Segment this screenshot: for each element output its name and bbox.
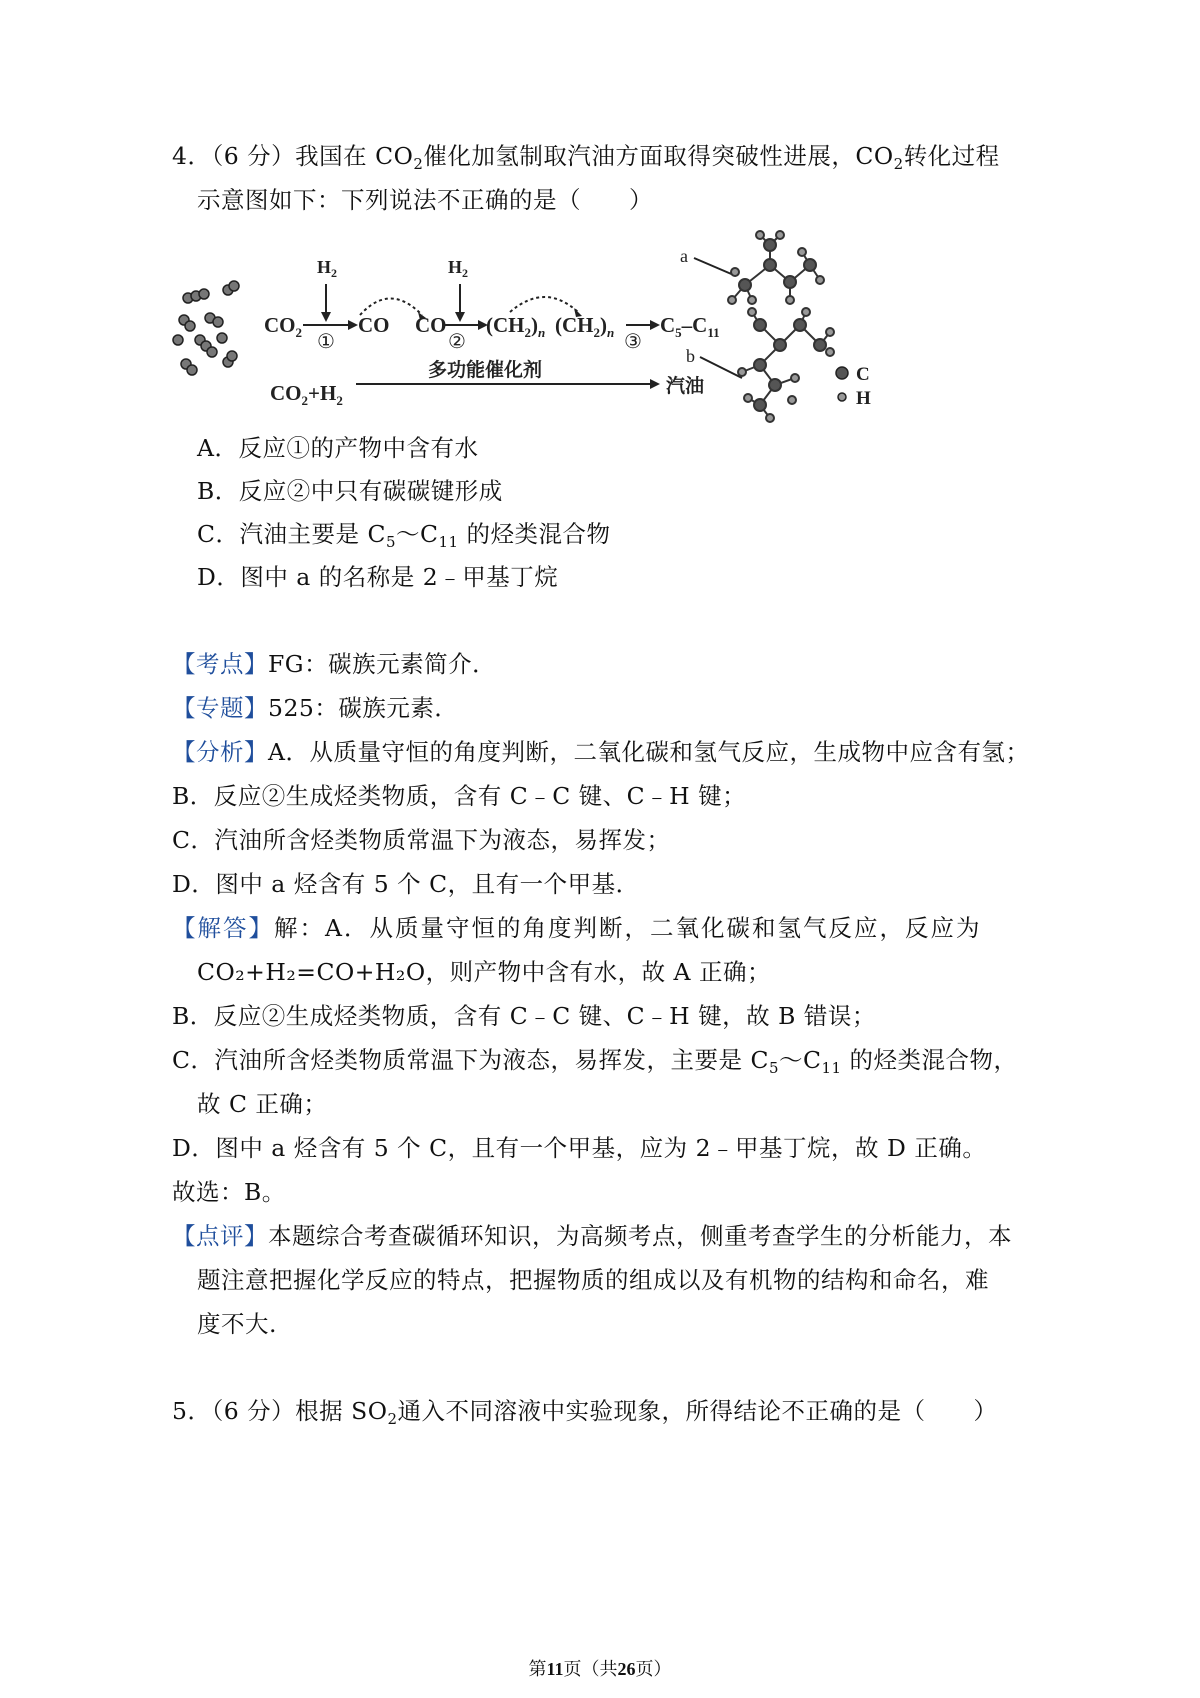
dianping-3: 度不大. <box>197 1310 277 1338</box>
legend-c: C <box>856 364 870 385</box>
label-b: b <box>686 346 695 366</box>
option-d: D．图中 a 的名称是 2﹣甲基丁烷 <box>197 563 559 591</box>
fenxi-line: 【分析】A．从质量守恒的角度判断，二氧化碳和氢气反应，生成物中应含有氢； <box>172 738 1030 766</box>
jieda-equation: CO₂+H₂=CO+H₂O，则产物中含有水，故 A 正确； <box>197 958 771 986</box>
ch2n-label-1: $(CH_2)_n$ <box>486 313 546 340</box>
jieda-d: D．图中 a 烃含有 5 个 C，且有一个甲基，应为 2﹣甲基丁烷，故 D 正确。 <box>172 1134 987 1162</box>
hydrogen-atom-icon <box>838 393 846 401</box>
ch2n-label-2: $(CH_2)_n$ <box>555 313 615 340</box>
dianping-line: 【点评】本题综合考查碳循环知识，为高频考点，侧重考查学生的分析能力，本 <box>172 1222 1012 1250</box>
option-a: A．反应①的产物中含有水 <box>197 434 479 462</box>
overall-reactants: $CO_2+H_2$ <box>270 381 343 408</box>
co2-molecules-icon <box>173 281 239 375</box>
jieda-line: 【解答】解：A．从质量守恒的角度判断，二氧化碳和氢气反应，反应为 <box>172 914 982 942</box>
co2-label: $CO_2$ <box>264 313 302 340</box>
fenxi-b: B．反应②生成烃类物质，含有 C﹣C 键、C﹣H 键； <box>172 782 747 810</box>
step-3: ③ <box>624 331 642 353</box>
dianping-tag: 【点评】 <box>172 1222 268 1250</box>
carbon-atom-icon <box>836 367 848 379</box>
legend-h: H <box>856 388 871 409</box>
jieda-c2: 故 C 正确； <box>197 1090 328 1118</box>
option-b: B．反应②中只有碳碳键形成 <box>197 477 503 505</box>
jieda-c1: C．汽油所含烃类物质常温下为液态，易挥发，主要是 $C_5\sim C_{11}$ 的烃类混合物， <box>172 1046 1018 1077</box>
page-footer: 第11页（共26页） <box>528 1659 672 1680</box>
h2-label-2: $H_2$ <box>448 257 469 280</box>
option-c: C．汽油主要是 $C_5\sim C_{11}$ 的烃类混合物 <box>197 520 611 551</box>
gasoline-label: 汽油 <box>666 375 705 397</box>
catalyst-label: 多功能催化剂 <box>428 359 543 381</box>
zhuanti-line: 【专题】525：碳族元素． <box>172 694 459 722</box>
zhuanti-tag: 【专题】 <box>172 694 268 722</box>
guxuan: 故选：B。 <box>172 1178 286 1206</box>
step-1: ① <box>317 331 335 353</box>
molecule-b-icon <box>738 308 834 422</box>
jieda-b: B．反应②生成烃类物质，含有 C﹣C 键、C﹣H 键，故 B 错误； <box>172 1002 876 1030</box>
co-label-2: CO <box>415 313 447 337</box>
dianping-2: 题注意把握化学反应的特点，把握物质的组成以及有机物的结构和命名，难 <box>197 1266 989 1294</box>
fenxi-tag: 【分析】 <box>172 738 268 766</box>
c5-c11-label: $C_5-C_{11}$ <box>660 313 720 340</box>
q4-stem-line2: 示意图如下：下列说法不正确的是（ ） <box>197 186 653 214</box>
kaodian-tag: 【考点】 <box>172 650 268 678</box>
h2-label-1: $H_2$ <box>317 257 338 280</box>
q4-stem-line1: 4．（6 分）我国在 $CO_2$催化加氢制取汽油方面取得突破性进展，$CO_2$转化过程 <box>172 142 1000 173</box>
kaodian-line: 【考点】FG：碳族元素简介． <box>172 650 497 678</box>
molecule-a-icon <box>728 231 824 304</box>
label-a: a <box>680 246 688 266</box>
co-label-1: CO <box>358 313 390 337</box>
fenxi-c: C．汽油所含烃类物质常温下为液态，易挥发； <box>172 826 671 854</box>
fenxi-d: D．图中 a 烃含有 5 个 C，且有一个甲基． <box>172 870 640 898</box>
step-2: ② <box>448 331 466 353</box>
jieda-tag: 【解答】 <box>172 914 274 942</box>
q5-stem: 5．（6 分）根据 $SO_2$通入不同溶液中实验现象，所得结论不正确的是（ ） <box>172 1397 998 1428</box>
